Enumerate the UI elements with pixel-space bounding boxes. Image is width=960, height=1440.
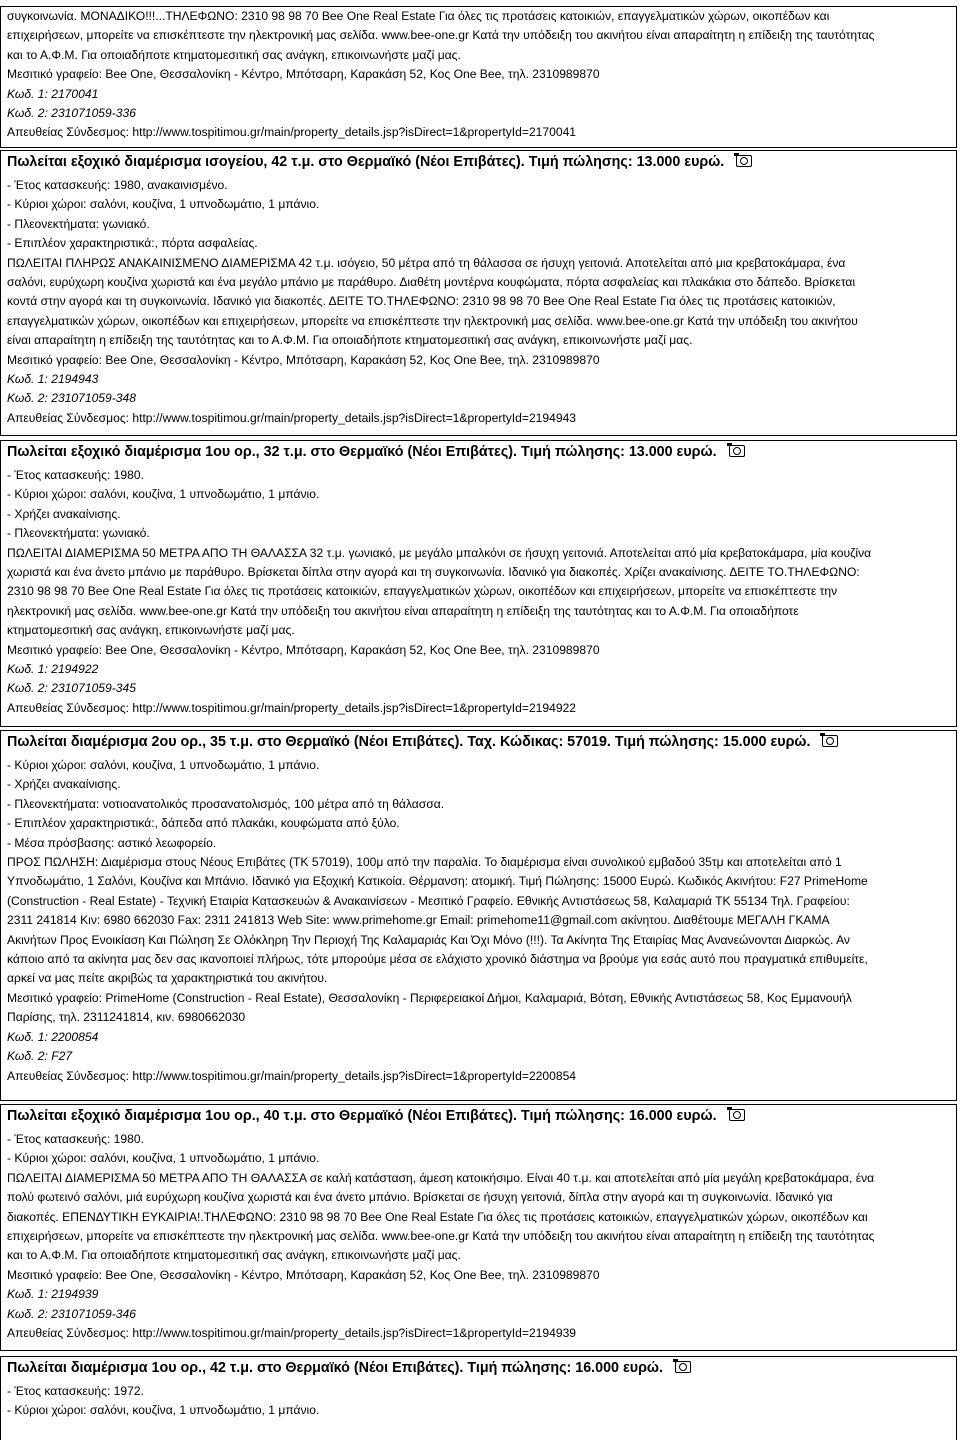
description-line: και το Α.Φ.Μ. Για οποιαδήποτε κτηματομεσιτική σας ανάγκη, επικοινωνήστε μαζί μας. xyxy=(7,1248,461,1263)
detail-line: - Μέσα πρόσβασης: αστικό λεωφορείο. xyxy=(7,835,217,850)
detail-line: - Χρήζει ανακαίνισης. xyxy=(7,777,121,792)
description-line: ΠΩΛΕΙΤΑΙ ΔΙΑΜΕΡΙΣΜΑ 50 ΜΕΤΡΑ ΑΠΟ ΤΗ ΘΑΛΑΣΣΑ σε καλή κατάσταση, άμεση κατοικήσιμο. Είναι 40 τ.μ. και αποτελείται από μία μεγάλη κρεβατοκάμαρα, ένα xyxy=(7,1170,875,1185)
listing-description xyxy=(7,7,956,65)
description-line: πολύ φωτεινό σαλόνι, μιά ευρύχωρη κουζίνα χωριστά και ένα άνετο μπάνιο. Βρίσκεται σε ήσυχη γειτονιά, δίπλα στην αγορά και τη συγκοινωνία. Ιδανικό για xyxy=(7,1190,833,1205)
detail-line: - Κύριοι χώροι: σαλόνι, κουζίνα, 1 υπνοδωμάτιο, 1 μπάνιο. xyxy=(7,487,320,502)
description-line: επαγγελματικών χώρων, οικοπέδων και επιχειρήσεων, μπορείτε να επισκέπτεστε την ηλεκτρονική μας σελίδα. www.bee-one.gr Κατά την υπόδειξη του ακινήτου xyxy=(7,313,858,328)
listing-title[interactable] xyxy=(7,1105,956,1127)
detail-line: - Κύριοι χώροι: σαλόνι, κουζίνα, 1 υπνοδωμάτιο, 1 μπάνιο. xyxy=(7,758,320,772)
description-line: χωριστά και ένα άνετο μπάνιο με παράθυρο. Βρίσκεται δίπλα στην αγορά και τη συγκοινωνία. Ιδανικό για διακοπές. Χρίζει ανακαίνισης. ΔΕΙΤΕ ΤΟ.ΤΗΛΕΦΩΝΟ: xyxy=(7,565,860,580)
detail-line: - Επιπλέον χαρακτηριστικά:, πόρτα ασφαλείας. xyxy=(7,236,258,251)
listing-description xyxy=(7,254,956,351)
description-line: επιχειρήσεων, μπορείτε να επισκέπτεστε την ηλεκτρονική μας σελίδα. www.bee-one.gr Κατά την υπόδειξη του ακινήτου είναι απαραίτητη η επίδειξη της ταυτότητας xyxy=(7,1229,875,1244)
listing-description xyxy=(7,1169,956,1266)
listing-title-text: Πωλείται εξοχικό διαμέρισμα 1ου ορ., 32 τ.μ. στο Θερμαϊκό (Νέοι Επιβάτες). Τιμή πώλησης: 13.000 ευρώ. xyxy=(7,444,717,460)
description-line: κάποιο από τα ακίνητα μας δεν σας ικανοποιεί πλήρως, τότε μπορούμε μέσα σε ελάχιστο χρονικό διάστημα να βρούμε για εσάς αυτό που πραγματικά επιθυμείτε, xyxy=(7,952,868,967)
code-1: Κωδ. 1: 2194939 xyxy=(7,1287,99,1302)
listing-card xyxy=(0,150,957,436)
detail-line: - Πλεονεκτήματα: γωνιακό. xyxy=(7,526,150,541)
broker-office: Μεσιτικό γραφείο: Bee One, Θεσσαλονίκη - Κέντρο, Μπότσαρη, Καρακάση 52, Κος One Bee, τηλ. 2310989870 xyxy=(7,352,600,367)
detail-line: - Κύριοι χώροι: σαλόνι, κουζίνα, 1 υπνοδωμάτιο, 1 μπάνιο. xyxy=(7,1151,320,1166)
detail-line: - Έτος κατασκευής: 1980, ανακαινισμένο. xyxy=(7,178,228,192)
description-line: κτηματομεσιτική σας ανάγκη, επικοινωνήστε μαζί μας. xyxy=(7,623,295,638)
description-line: ηλεκτρονική μας σελίδα. www.bee-one.gr Κατά την υπόδειξη του ακινήτου είναι απαραίτητη η επίδειξη της ταυτότητας και το Α.Φ.Μ. Για οποιαδήποτε xyxy=(7,603,799,618)
listing-title[interactable] xyxy=(7,1357,956,1379)
description-line: αρκεί να μας πείτε ακριβώς τα χαρακτηριστικά του ακινήτου. xyxy=(7,971,328,986)
code-2: Κωδ. 2: 231071059-336 xyxy=(7,106,136,121)
description-line: κοντά στην αγορά και τη συγκοινωνία. Ιδανικό για διακοπές. ΔΕΙΤΕ ΤΟ.ΤΗΛΕΦΩΝΟ: 2310 98 98 70 Bee One Real Estate Για όλες τις προτάσεις κατοικιών, xyxy=(7,294,836,309)
code-2: Κωδ. 2: 231071059-346 xyxy=(7,1306,136,1321)
camera-icon[interactable] xyxy=(675,1361,691,1373)
description-line: ΠΩΛΕΙΤΑΙ ΠΛΗΡΩΣ ΑΝΑΚΑΙΝΙΣΜΕΝΟ ΔΙΑΜΕΡΙΣΜΑ 42 τ.μ. ισόγειο, 50 μέτρα από τη θάλασσα σε ήσυχη γειτονιά. Αποτελείται από μια κρεβατοκάμαρα, ένα xyxy=(7,255,846,270)
description-line: 2310 98 98 70 Bee One Real Estate Για όλες τις προτάσεις κατοικιών, επαγγελματικών χώρων, οικοπέδων και επιχειρήσεων, μπορείτε να επισκέπτεστε την xyxy=(7,584,838,599)
description-line: διακοπές. ΕΠΕΝΔΥΤΙΚΗ ΕΥΚΑΙΡΙΑ!.ΤΗΛΕΦΩΝΟ: 2310 98 98 70 Bee One Real Estate Για όλες τις προτάσεις κατοικιών, επαγγελματικών χώρων, οικοπέδων και xyxy=(7,1209,868,1224)
listing-title-text: Πωλείται εξοχικό διαμέρισμα ισογείου, 42 τ.μ. στο Θερμαϊκό (Νέοι Επιβάτες). Τιμή πώλησης: 13.000 ευρώ. xyxy=(7,154,725,170)
detail-line: - Χρήζει ανακαίνισης. xyxy=(7,506,121,521)
code-2: Κωδ. 2: 231071059-345 xyxy=(7,681,136,696)
description-line: ΠΡΟΣ ΠΩΛΗΣΗ: Διαμέρισμα στους Νέους Επιβάτες (ΤΚ 57019), 100μ από την παραλία. Το διαμέρισμα είναι συνολικού εμβαδού 35τμ και αποτελείται από 1 xyxy=(7,855,842,870)
code-1: Κωδ. 1: 2200854 xyxy=(7,1029,99,1044)
listing-card xyxy=(0,730,957,1101)
detail-line: - Κύριοι χώροι: σαλόνι, κουζίνα, 1 υπνοδωμάτιο, 1 μπάνιο. xyxy=(7,1403,320,1418)
direct-link[interactable]: Απευθείας Σύνδεσμος: http://www.tospitimou.gr/main/property_details.jsp?isDirect=1&propertyId=2194939 xyxy=(7,1326,577,1341)
description-line: σαλόνι, ευρύχωρη κουζίνα χωριστά και ένα μεγάλο μπάνιο με παράθυρο. Διαθέτη μοντέρνα κουφώματα, πόρτα ασφαλείας και πλακάκια στο δάπεδο. Βρίσκεται xyxy=(7,275,856,290)
description-line: και το Α.Φ.Μ. Για οποιαδήποτε κτηματομεσιτική σας ανάγκη, επικοινωνήστε μαζί μας. xyxy=(7,47,461,62)
detail-line: - Έτος κατασκευής: 1972. xyxy=(7,1384,144,1398)
direct-link[interactable]: Απευθείας Σύνδεσμος: http://www.tospitimou.gr/main/property_details.jsp?isDirect=1&propertyId=2170041 xyxy=(7,125,577,140)
code-2: Κωδ. 2: F27 xyxy=(7,1049,73,1064)
direct-link[interactable]: Απευθείας Σύνδεσμος: http://www.tospitimou.gr/main/property_details.jsp?isDirect=1&propertyId=2194922 xyxy=(7,700,577,715)
detail-line: - Κύριοι χώροι: σαλόνι, κουζίνα, 1 υπνοδωμάτιο, 1 μπάνιο. xyxy=(7,197,320,212)
description-line: Υπνοδωμάτιο, 1 Σαλόνι, Κουζίνα και Μπάνιο. Ιδανικό για Εξοχική Κατικοία. Θέρμανση: ατομική. Τιμή Πώλησης: 15000 Ευρώ. Κωδικός Ακινήτου: F27 PrimeHome xyxy=(7,874,868,889)
listing-title-text: Πωλείται εξοχικό διαμέρισμα 1ου ορ., 40 τ.μ. στο Θερμαϊκό (Νέοι Επιβάτες). Τιμή πώλησης: 16.000 ευρώ. xyxy=(7,1108,717,1124)
camera-icon[interactable] xyxy=(736,155,752,167)
description-line: επιχειρήσεων, μπορείτε να επισκέπτεστε την ηλεκτρονική μας σελίδα. www.bee-one.gr Κατά την υπόδειξη του ακινήτου είναι απαραίτητη η επίδειξη της ταυτότητας xyxy=(7,28,875,43)
detail-line: - Έτος κατασκευής: 1980. xyxy=(7,1132,144,1146)
description-line: συγκοινωνία. ΜΟΝΑΔΙΚΟ!!!...ΤΗΛΕΦΩΝΟ: 2310 98 98 70 Bee One Real Estate Για όλες τις προτάσεις κατοικιών, επαγγελματικών χώρων, οικοπέδων και xyxy=(7,9,830,23)
listing-description xyxy=(7,544,956,641)
listing-title[interactable] xyxy=(7,731,956,753)
broker-office-continued: Παρίσης, τηλ. 2311241814, κιν. 6980662030 xyxy=(7,1010,246,1025)
broker-office: Μεσιτικό γραφείο: PrimeHome (Construction - Real Estate), Θεσσαλονίκη - Περιφερειακοί Δήμοι, Καλαμαριά, Βότση, Εθνικής Αντιστάσεως 58, Κος Εμμανουήλ xyxy=(7,990,852,1005)
camera-icon[interactable] xyxy=(729,445,745,457)
description-line: (Construction - Real Estate) - Τεχνική Εταιρία Κατασκευών & Ανακαινίσεων - Μεσιτικό Γραφείο. Εθνικής Αντιστάσεως 58, Καλαμαριά ΤΚ 55134 Τηλ. Γραφείου: xyxy=(7,893,850,908)
detail-line: - Πλεονεκτήματα: γωνιακό. xyxy=(7,216,150,231)
broker-office: Μεσιτικό γραφείο: Bee One, Θεσσαλονίκη - Κέντρο, Μπότσαρη, Καρακάση 52, Κος One Bee, τηλ. 2310989870 xyxy=(7,1267,600,1282)
camera-icon[interactable] xyxy=(729,1109,745,1121)
listing-card xyxy=(0,440,957,727)
listing-title[interactable] xyxy=(7,441,956,463)
broker-office: Μεσιτικό γραφείο: Bee One, Θεσσαλονίκη - Κέντρο, Μπότσαρη, Καρακάση 52, Κος One Bee, τηλ. 2310989870 xyxy=(7,67,600,82)
listing-card xyxy=(0,1104,957,1351)
code-1: Κωδ. 1: 2194943 xyxy=(7,372,99,387)
listing-card xyxy=(0,1356,957,1440)
description-line: ΠΩΛΕΙΤΑΙ ΔΙΑΜΕΡΙΣΜΑ 50 ΜΕΤΡΑ ΑΠΟ ΤΗ ΘΑΛΑΣΣΑ 32 τ.μ. γωνιακό, με μεγάλο μπαλκόνι σε ήσυχη γειτονιά. Αποτελείται από μία κρεβατοκάμαρα, μία κουζίνα xyxy=(7,545,872,560)
listing-title-text: Πωλείται διαμέρισμα 1ου ορ., 42 τ.μ. στο Θερμαϊκό (Νέοι Επιβάτες). Τιμή πώλησης: 16.000 ευρώ. xyxy=(7,1360,663,1376)
listing-title[interactable] xyxy=(7,151,956,173)
detail-line: - Έτος κατασκευής: 1980. xyxy=(7,468,144,482)
broker-office: Μεσιτικό γραφείο: Bee One, Θεσσαλονίκη - Κέντρο, Μπότσαρη, Καρακάση 52, Κος One Bee, τηλ. 2310989870 xyxy=(7,642,600,657)
code-2: Κωδ. 2: 231071059-348 xyxy=(7,391,136,406)
listing-card xyxy=(0,6,957,148)
code-1: Κωδ. 1: 2194922 xyxy=(7,662,99,677)
direct-link[interactable]: Απευθείας Σύνδεσμος: http://www.tospitimou.gr/main/property_details.jsp?isDirect=1&propertyId=2200854 xyxy=(7,1068,577,1083)
description-line: Ακινήτων Προς Ενοικίαση Και Πώληση Σε Ολόκληρη Την Περιοχή Της Καλαμαριάς Και Όχι Μόνο (!!!). Τα Ακίνητα Της Εταιρίας Μας Ανανεώνονται Διαρκώς. Αν xyxy=(7,932,850,947)
code-1: Κωδ. 1: 2170041 xyxy=(7,86,99,101)
direct-link[interactable]: Απευθείας Σύνδεσμος: http://www.tospitimou.gr/main/property_details.jsp?isDirect=1&propertyId=2194943 xyxy=(7,410,577,425)
camera-icon[interactable] xyxy=(822,735,838,747)
description-line: είναι απαραίτητη η επίδειξη της ταυτότητας και το Α.Φ.Μ. Για οποιαδήποτε κτηματομεσιτική σας ανάγκη, επικοινωνήστε μαζί μας. xyxy=(7,333,693,348)
listing-title-text: Πωλείται διαμέρισμα 2ου ορ., 35 τ.μ. στο Θερμαϊκό (Νέοι Επιβάτες). Ταχ. Κώδικας: 57019. Τιμή πώλησης: 15.000 ευρώ. xyxy=(7,734,811,750)
listing-description xyxy=(7,853,956,989)
detail-line: - Πλεονεκτήματα: νοτιοανατολικός προσανατολισμός, 100 μέτρα από τη θάλασσα. xyxy=(7,796,445,811)
detail-line: - Επιπλέον χαρακτηριστικά:, δάπεδα από πλακάκι, κουφώματα από ξύλο. xyxy=(7,816,400,831)
description-line: 2311 241814 Κιν: 6980 662030 Fax: 2311 241813 Web Site: www.primehome.gr Email: primehome11@gmail.com ακίνητου. Διαθέτουμε ΜΕΓΑΛΗ ΓΚΑΜΑ xyxy=(7,913,830,928)
